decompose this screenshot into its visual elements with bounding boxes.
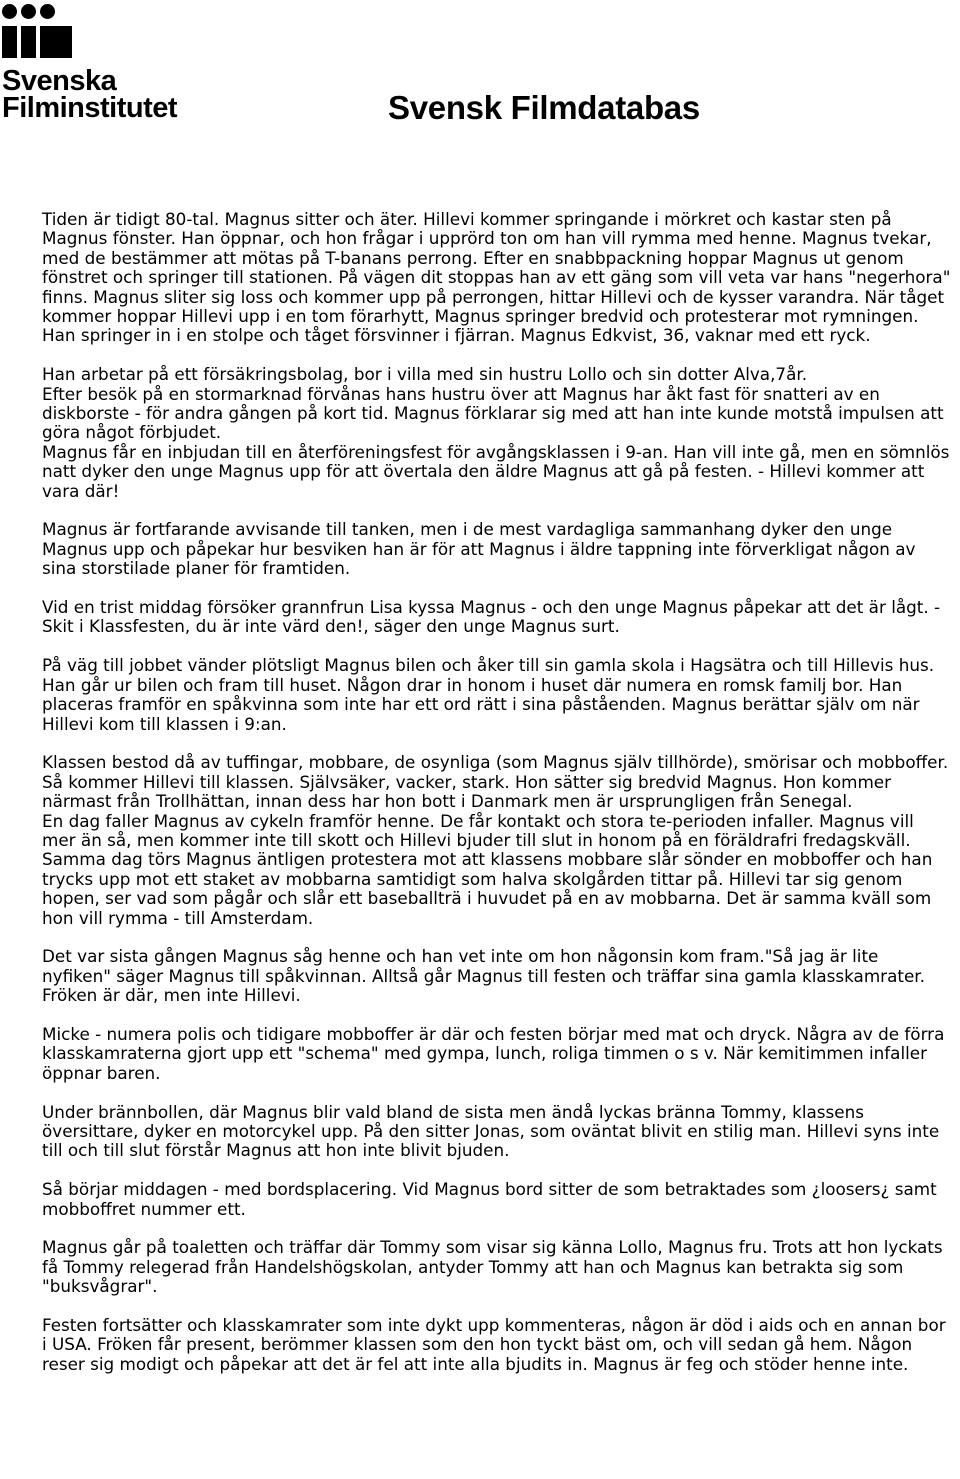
logo-line-1: Svenska	[2, 65, 117, 97]
site-title: Svensk Filmdatabas	[388, 89, 700, 126]
sfi-logo[interactable]	[2, 2, 202, 127]
synopsis-text	[42, 210, 952, 1394]
paragraph: Under brännbollen, där Magnus blir vald bland de sista men ändå lyckas bränna Tommy, klassens översittare, dyker en motorcykel upp. På den sitter Jonas, som oväntat blivit en stilig man. Hillevi syns inte till och till slut förstår Magnus att hon inte blivit bjuden.	[42, 1101, 940, 1161]
paragraph: Magnus går på toaletten och träffar där Tommy som visar sig känna Lollo, Magnus fru. Trots att hon lyckats få Tommy relegerad från Handelshögskolan, antyder Tommy att han och Magnus kan betrakta sig som "buksvågrar".	[42, 1237, 943, 1297]
paragraph: Det var sista gången Magnus såg henne och han vet inte om hon någonsin kom fram."Så jag är lite nyfiken" säger Magnus till spåkvinnan. Alltså går Magnus till festen och träffar sina gamla klasskamrater. Fröken är där, men inte Hillevi.	[42, 946, 925, 1006]
paragraph: Klassen bestod då av tuffingar, mobbare, de osynliga (som Magnus själv tillhörde), smörisar och mobboffer. Så kommer Hillevi till klassen. Självsäker, vacker, stark. Hon sätter sig bredvid Magnus. Hon kommer närmast från Trollhättan, innan dess har hon bott i Danmark men är ursprungligen från Senegal. En dag faller Magnus av cykeln framför henne. De får kontakt och stora te-perioden infaller. Magnus vill mer än så, men kommer inte till skott och Hillevi bjuder till slut in honom på en föräldrafri fredagskväll. Samma dag törs Magnus äntligen protestera mot att klassens mobbare slår sönder en mobboffer och han trycks upp mot ett staket av mobbarna samtidigt som halva skolgården tittar på. Hillevi tar sig genom hopen, ser vad som pågår och slår ett baseballträ i huvudet på en av mobbarna. Det är samma kväll som hon vill rymma - till Amsterdam.	[42, 752, 949, 928]
paragraph: På väg till jobbet vänder plötsligt Magnus bilen och åker till sin gamla skola i Hagsätra och till Hillevis hus. Han går ur bilen och fram till huset. Någon drar in honom i huset där numera en romsk familj bor. Han placeras framför en spåkvinna som inte har ett ord rätt i sina påståenden. Magnus berättar själv om när Hillevi kom till klassen i 9:an.	[42, 655, 935, 734]
paragraph: Han arbetar på ett försäkringsbolag, bor i villa med sin hustru Lollo och sin dotter Alva,7år. Efter besök på en stormarknad förvånas hans hustru över att Magnus har åkt fast för snatteri av en diskborste - för andra gången på kort tid. Magnus förklarar sig med att han inte kunde motstå impulsen att göra något förbjudet. Magnus får en inbjudan till en återföreningsfest för avgångsklassen i 9-an. Han vill inte gå, men en sömnlös natt dyker den unge Magnus upp för att övertala den äldre Magnus att gå på festen. - Hillevi kommer att vara där!	[42, 364, 950, 501]
logo-line-2: Filminstitutet	[2, 92, 178, 124]
logo-wordmark	[2, 65, 178, 124]
paragraph: Festen fortsätter och klasskamrater som inte dykt upp kommenteras, någon är död i aids och en annan bor i USA. Fröken får present, berömmer klassen som den hon tyckt bäst om, och vill sedan gå hem. Någon reser sig modigt och påpekar att det är fel att inte alla bjudits in. Magnus är feg och stöder henne inte.	[42, 1314, 946, 1374]
paragraph: Micke - numera polis och tidigare mobboffer är där och festen börjar med mat och dryck. Några av de förra klasskamraterna gjort upp ett "schema" med gympa, lunch, roliga timmen o s v. När kemitimmen infaller öppnar baren.	[42, 1023, 945, 1083]
paragraph: Magnus är fortfarande avvisande till tanken, men i de mest vardagliga sammanhang dyker den unge Magnus upp och påpekar hur besviken han är för att Magnus i äldre tappning inte förverkligat någon av sina storstilade planer för framtiden.	[42, 519, 916, 579]
paragraph: Tiden är tidigt 80-tal. Magnus sitter och äter. Hillevi kommer springande i mörkret och kastar sten på Magnus fönster. Han öppnar, och hon frågar i upprörd ton om han vill rymma med henne. Magnus tvekar, med de bestämmer att mötas på T-banans perrong. Efter en snabbpackning hoppar Magnus ut genom fönstret och springer till stationen. På vägen dit stoppas han av ett gäng som vill veta var hans "negerhora" finns. Magnus sliter sig loss och kommer upp på perrongen, hittar Hillevi och de kysser varandra. När tåget kommer hoppar Hillevi upp i en tom förarhytt, Magnus springer bredvid och protesterar mot rymningen. Han springer in i en stolpe och tåget försvinner i fjärran. Magnus Edkvist, 36, vaknar med ett ryck.	[42, 209, 951, 346]
paragraph: Så börjar middagen - med bordsplacering. Vid Magnus bord sitter de som betraktades som ¿loosers¿ samt mobboffret nummer ett.	[42, 1179, 937, 1219]
paragraph: Vid en trist middag försöker grannfrun Lisa kyssa Magnus - och den unge Magnus påpekar att det är lågt. -Skit i Klassfesten, du är inte värd den!, säger den unge Magnus surt.	[42, 597, 941, 637]
